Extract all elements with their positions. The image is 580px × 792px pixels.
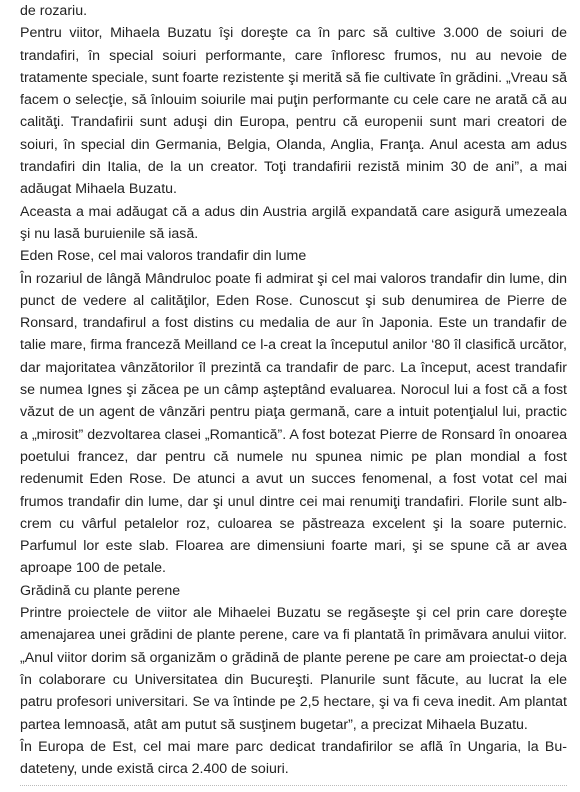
paragraph-intro-tail: de rozariu. <box>20 3 88 19</box>
article-body <box>20 0 567 780</box>
paragraph-eastern-europe: În Europa de Est, cel mai mare parc dedicat trandafirilor se află în Ungaria, la Bu-dateteny, unde există circa 2.400 de soiuri. <box>20 738 567 778</box>
paragraph-perennial-garden: Printre proiectele de viitor ale Mihaelei Buzatu se regăseşte şi cel prin care doreşte amenajarea unei grădini de plante perene, care va fi plantată în primăvara anului viitor. „Anul viitor dorim să organizăm o grădină de plante perene pe care am proiectat-o deja în colaborare cu Universitatea din Bucureşti. Planurile sunt făcute, au lucrat la ele patru profesori universitari. Se va întinde pe 2,5 hectare, şi va fi ceva inedit. Am plantat partea lemnoasă, atât am putut să susţinem bugetar”, a precizat Mihaela Buzatu. <box>20 605 567 733</box>
bottom-divider <box>20 785 567 786</box>
subheading-perennial-garden: Grădină cu plante perene <box>20 582 181 599</box>
paragraph-eden-rose: În rozariul de lângă Mândruloc poate fi admirat şi cel mai valoros trandafir din lume, din punct de vedere al calităţilor, Eden Rose. Cunoscut şi sub denumirea de Pierre de Ronsard, trandafirul a fost distins cu medalia de aur în Japonia. Este un trandafir de talie mare, firma franceză Meilland ce l-a creat la începutul anilor ‘80 îl clasifică urcător, dar majoritatea vânzătorilor îl prezintă ca trandafir de parc. La început, acest trandafir se numea Ignes şi zăcea pe un câmp aşteptând evaluarea. Norocul lui a fost că a fost văzut de un agent de vânzări pentru piaţa germană, care a intuit potenţialul lui, practic a „mirosit” dezvoltarea clasei „Romantică”. A fost botezat Pierre de Ronsard în onoarea poetului francez, dar pentru că numele nu spunea nimic pe plan mondial a fost redenumit Eden Rose. De atunci a avut un succes fenomenal, a fost votat cel mai frumos trandafir din lume, dar şi unul dintre cei mai renumiţi trandafiri. Florile sunt alb-crem cu vârful petalelor roz, culoarea se păstreaza excelent şi la soare puternic. Parfumul lor este slab. Floarea are dimensiuni foarte mari, şi se spune că ar avea aproape 100 de petale. <box>20 270 567 577</box>
subheading-eden-rose: Eden Rose, cel mai valoros trandafir din lume <box>20 248 307 265</box>
paragraph-future-plans: Pentru viitor, Mihaela Buzatu îşi doreşte ca în parc să cultive 3.000 de soiuri de trandafiri, în special soiuri performante, care înfloresc frumos, nu au nevoie de tratamente speciale, sunt foarte rezistente şi merită să fie cultivate în grădini. „Vreau să facem o selecţie, să înlouim soiurile mai puţin performante cu cele care ne arată că au calităţi. Trandafirii sunt aduşi din Europa, pentru că europenii sunt mari creatori de soiuri, în special din Germania, Belgia, Olanda, Anglia, Franţa. Anul acesta am adus trandafiri din Italia, de la un creator. Toţi trandafirii rezistă minim 30 de ani”, a mai adăugat Mihaela Buzatu. <box>20 25 567 198</box>
paragraph-austria-clay: Aceasta a mai adăugat că a adus din Austria argilă expandată care asigură umezeala şi nu lasă buruienile să iasă. <box>20 203 567 242</box>
